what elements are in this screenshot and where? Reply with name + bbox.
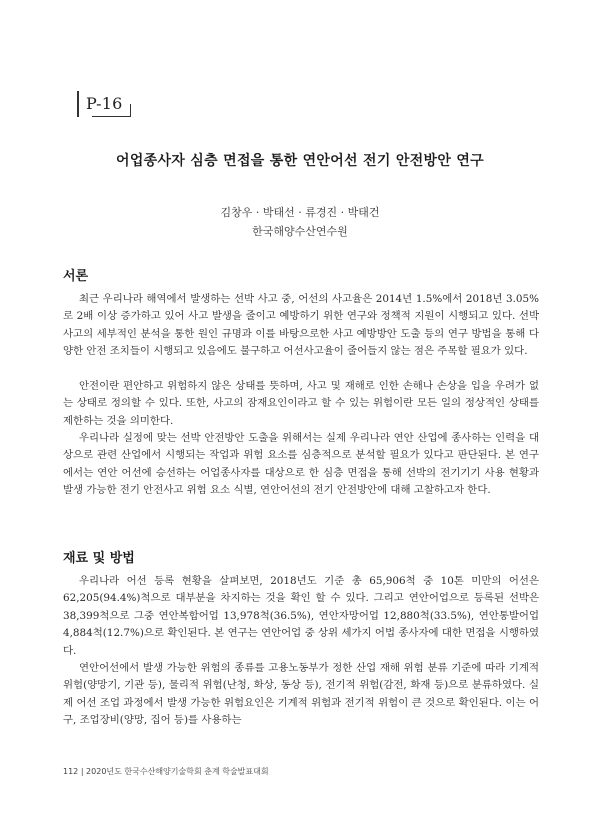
methods-paragraph-2: 연안어선에서 발생 가능한 위험의 종류를 고용노동부가 정한 산업 재해 위험 분류 기준에 따라 기계적 위험(양망기, 기관 등), 물리적 위험(난청, 화상, 동상 등), 전기적 위험(감전, 화재 등)으로 분류하였다. 실제 어선 조업 과정에서 발생 가능한 위험요인은 기계적 위험과 전기적 위험이 큰 것으로 확인된다. 이는 어구, 조업장비(양망, 집어 등)를 사용하는 [63, 662, 539, 727]
paper-title: 어업종사자 심층 면접을 통한 연안어선 전기 안전방안 연구 [116, 153, 484, 169]
section-heading-introduction: 서론 [63, 269, 89, 284]
methods-paragraph-1: 우리나라 어선 등록 현황을 살펴보면, 2018년도 기준 총 65,906척 중 10톤 미만의 어선은 62,205(94.4%)척으로 대부분을 차지하는 것을 확인 할 수 있다. 그리고 연안어업으로 등록된 선박은 38,399척으로 그중 연안복합어업 13,978척(36.5%), 연안자망어업 12,880척(33.5%), 연안통발어업 4,884척(12.7%)으로 확인된다. 본 연구는 연안어업 중 상위 세가지 어법 종사자에 대한 면접을 시행하였다. [63, 575, 539, 657]
poster-badge [77, 91, 131, 117]
poster-id: P-16 [86, 94, 123, 113]
intro-paragraph-1: 최근 우리나라 해역에서 발생하는 선박 사고 중, 어선의 사고율은 2014년 1.5%에서 2018년 3.05%로 2배 이상 증가하고 있어 사고 발생을 줄이고 예방하기 위한 연구와 정책적 지원이 시행되고 있다. 선박 사고의 세부적인 분석을 통한 원인 규명과 이를 바탕으로한 사고 예방방안 도출 등의 연구 방법을 통해 다양한 안전 조치들이 시행되고 있음에도 불구하고 어선사고율이 줄어들지 않는 점은 주목할 필요가 있다. [63, 293, 539, 358]
badge-bar [77, 91, 79, 117]
intro-paragraph-3: 우리나라 실정에 맞는 선박 안전방안 도출을 위해서는 실제 우리나라 연안 산업에 종사하는 인력을 대상으로 관련 산업에서 시행되는 작업과 위험 요소를 심층적으로 분석할 필요가 있다고 판단된다. 본 연구에서는 연안 어선에 승선하는 어업종사자를 대상으로 한 심층 면접을 통해 선박의 전기기기 사용 현황과 발생 가능한 전기 안전사고 위험 요소 식별, 연안어선의 전기 안전방안에 대해 고찰하고자 한다. [63, 432, 539, 497]
intro-paragraph-2: 안전이란 편안하고 위험하지 않은 상태를 뜻하며, 사고 및 재해로 인한 손해나 손상을 입을 우려가 없는 상태로 정의할 수 있다. 또한, 사고의 잠재요인이라고 할 수 있는 위험이란 모든 일의 정상적인 상태를 제한하는 것을 의미한다. [63, 380, 539, 427]
author-list: 김창우 · 박태선 · 류경진 · 박태건 [220, 206, 380, 219]
affiliation: 한국해양수산연수원 [252, 225, 348, 238]
section-heading-methods: 재료 및 방법 [63, 551, 135, 566]
page-footer: 112 | 2020년도 한국수산해양기술학회 춘계 학술발표대회 [63, 767, 269, 776]
